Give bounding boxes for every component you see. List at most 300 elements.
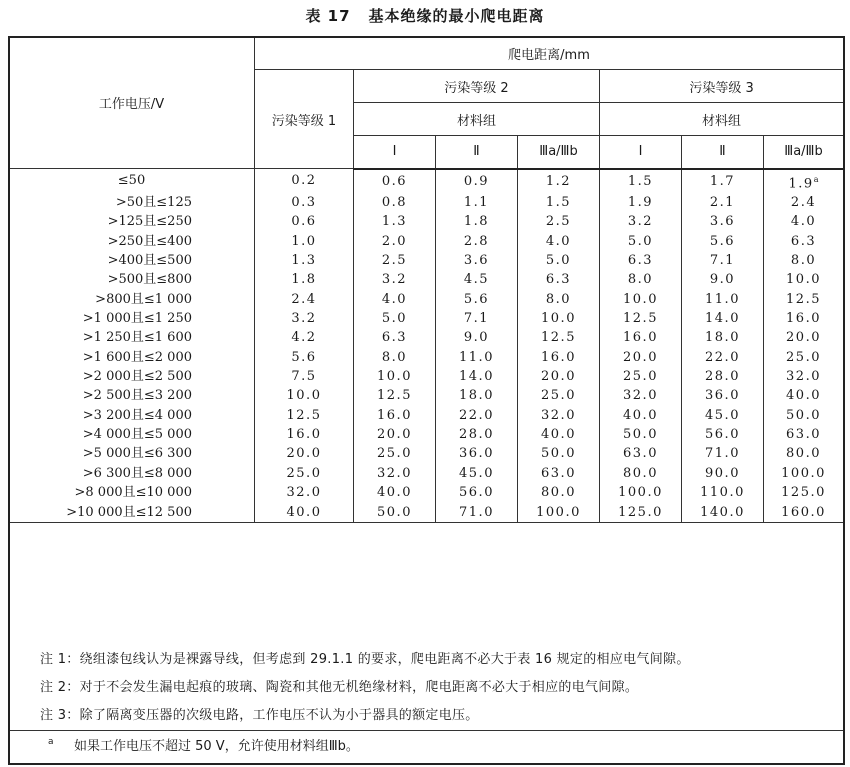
creepage-value: 10.0 (541, 311, 576, 327)
creepage-value-cell (255, 193, 354, 212)
creepage-value-cell (255, 309, 354, 328)
working-voltage-cell: >3 200且≤4 000 (9, 406, 255, 425)
creepage-value: 50.0 (541, 446, 576, 462)
table-row (9, 232, 844, 251)
creepage-value: 5.0 (381, 311, 408, 327)
creepage-value: 36.0 (459, 446, 494, 462)
creepage-table (8, 36, 844, 523)
creepage-value-cell (600, 444, 682, 463)
creepage-value-cell (354, 270, 436, 289)
creepage-value-cell (354, 290, 436, 309)
creepage-value: 5.0 (627, 233, 654, 249)
creepage-value: 1.5 (545, 195, 572, 210)
creepage-value: 63.0 (623, 446, 658, 462)
creepage-value-cell (255, 483, 354, 502)
creepage-value: 3.2 (627, 214, 654, 230)
creepage-value: 11.0 (459, 349, 494, 365)
creepage-value-cell (436, 464, 518, 483)
creepage-value: 10.0 (377, 369, 412, 385)
creepage-value-cell (764, 367, 844, 386)
creepage-value-cell (682, 386, 764, 405)
creepage-value-cell (764, 483, 844, 502)
creepage-value-cell (518, 367, 600, 386)
creepage-value: 4.5 (463, 272, 490, 288)
creepage-value: 25.0 (786, 349, 821, 365)
creepage-value: 71.0 (705, 446, 740, 462)
creepage-value: 22.0 (459, 407, 494, 423)
creepage-value: 7.5 (291, 369, 317, 385)
header-working-voltage: 工作电压/V (9, 37, 255, 169)
creepage-value-cell (518, 425, 600, 444)
creepage-value: 1.5 (627, 173, 654, 189)
table-caption: 基本绝缘的最小爬电距离 (368, 7, 545, 25)
creepage-value: 16.0 (286, 427, 322, 443)
creepage-value: 32.0 (286, 485, 322, 501)
creepage-value-cell (518, 290, 600, 309)
table-title (0, 4, 850, 28)
creepage-value: 10.0 (623, 291, 658, 307)
creepage-value: 12.5 (623, 311, 658, 327)
creepage-value: 32.0 (541, 407, 576, 423)
creepage-value: 63.0 (541, 465, 576, 481)
creepage-value-cell (764, 386, 844, 405)
creepage-value-cell (600, 348, 682, 367)
creepage-value-cell (764, 348, 844, 367)
table-row (9, 270, 844, 289)
creepage-value: 12.5 (541, 330, 576, 346)
creepage-value-cell (255, 270, 354, 289)
creepage-value-cell (518, 232, 600, 251)
creepage-value-cell (354, 212, 436, 231)
creepage-value: 16.0 (541, 349, 576, 365)
creepage-value: 0.9 (463, 173, 490, 189)
creepage-value: 28.0 (705, 369, 740, 385)
creepage-value: 14.0 (705, 311, 740, 327)
creepage-value: 2.5 (381, 253, 408, 269)
creepage-value-cell (354, 464, 436, 483)
creepage-value-cell (600, 251, 682, 270)
creepage-value: 0.6 (381, 173, 408, 189)
creepage-value-cell (764, 502, 844, 522)
creepage-value-cell (436, 169, 518, 193)
creepage-value-cell (518, 406, 600, 425)
creepage-value-cell (518, 386, 600, 405)
creepage-value: 56.0 (705, 427, 740, 443)
creepage-value-cell (255, 212, 354, 231)
header-pd2-group-III: Ⅲa/Ⅲb (518, 136, 600, 169)
header-pd2-group-II: Ⅱ (436, 136, 518, 169)
creepage-value-cell (518, 348, 600, 367)
table-body (9, 169, 844, 523)
working-voltage-cell: >1 600且≤2 000 (9, 348, 255, 367)
creepage-value-cell (682, 251, 764, 270)
creepage-value-cell (682, 270, 764, 289)
creepage-value: 3.2 (291, 311, 317, 327)
table-row (9, 502, 844, 522)
creepage-value-cell (682, 309, 764, 328)
creepage-value-cell (354, 406, 436, 425)
creepage-value: 20.0 (786, 330, 821, 346)
creepage-value: 20.0 (541, 369, 576, 385)
creepage-value-cell (354, 348, 436, 367)
creepage-value-cell (600, 309, 682, 328)
creepage-value-cell (682, 193, 764, 212)
table-row (9, 328, 844, 347)
creepage-value: 20.0 (286, 446, 322, 462)
creepage-value-cell (764, 251, 844, 270)
creepage-value-cell (764, 444, 844, 463)
creepage-value-cell (518, 444, 600, 463)
table-row (9, 425, 844, 444)
creepage-value: 80.0 (623, 465, 658, 481)
creepage-value-cell (354, 193, 436, 212)
table-row (9, 444, 844, 463)
creepage-value: 9.0 (709, 272, 736, 288)
creepage-value-cell (436, 270, 518, 289)
creepage-value-cell (600, 406, 682, 425)
creepage-value: 32.0 (623, 388, 658, 404)
creepage-value: 6.3 (790, 233, 817, 249)
header-pd3-group-III: Ⅲa/Ⅲb (764, 136, 844, 169)
creepage-value: 2.5 (545, 214, 572, 230)
creepage-value-cell (354, 444, 436, 463)
creepage-value: 2.1 (709, 195, 736, 210)
creepage-value: 4.2 (291, 330, 317, 346)
table-row (9, 169, 844, 193)
creepage-value: 50.0 (623, 427, 658, 443)
creepage-value: 16.0 (623, 330, 658, 346)
creepage-value: 5.6 (463, 291, 490, 307)
header-pd3-group-II: Ⅱ (682, 136, 764, 169)
header-pollution-degree-3: 污染等级 3 (600, 70, 844, 103)
creepage-value-cell (518, 212, 600, 231)
table-row (9, 309, 844, 328)
creepage-value: 0.8 (381, 195, 408, 210)
creepage-value: 125.0 (781, 485, 826, 501)
creepage-value: 45.0 (705, 407, 740, 423)
working-voltage-cell: >50且≤125 (9, 193, 255, 212)
creepage-value: 32.0 (377, 465, 412, 481)
creepage-value: 4.0 (545, 233, 572, 249)
creepage-value-cell (436, 251, 518, 270)
creepage-value: 1.2 (545, 173, 572, 189)
creepage-value: 63.0 (786, 427, 821, 443)
working-voltage-cell: >1 000且≤1 250 (9, 309, 255, 328)
creepage-value: 9.0 (463, 330, 490, 346)
creepage-value-cell (436, 386, 518, 405)
creepage-value: 25.0 (286, 465, 322, 481)
creepage-value: 0.2 (291, 173, 317, 189)
creepage-value-cell (255, 464, 354, 483)
creepage-value: 8.0 (790, 253, 817, 269)
creepage-value-cell (682, 444, 764, 463)
creepage-value-cell (682, 169, 764, 193)
creepage-value-cell (518, 193, 600, 212)
creepage-value: 22.0 (705, 349, 740, 365)
creepage-value: 1.0 (291, 233, 317, 249)
creepage-value-cell (518, 328, 600, 347)
creepage-value: 56.0 (459, 485, 494, 501)
creepage-value-cell (600, 483, 682, 502)
creepage-value: 1.9 (627, 195, 654, 210)
footnote-section (8, 731, 843, 761)
creepage-value-cell (354, 367, 436, 386)
creepage-value-cell (764, 270, 844, 289)
working-voltage-cell: >6 300且≤8 000 (9, 464, 255, 483)
table-row (9, 464, 844, 483)
header-pollution-degree-1: 污染等级 1 (255, 70, 354, 169)
creepage-value-cell (518, 502, 600, 522)
table-row (9, 483, 844, 502)
creepage-value-cell (255, 251, 354, 270)
creepage-value-cell (682, 212, 764, 231)
creepage-value-cell (600, 232, 682, 251)
creepage-value: 100.0 (781, 465, 826, 481)
creepage-value: 1.8 (463, 214, 490, 230)
table-row (9, 290, 844, 309)
creepage-value-cell (354, 483, 436, 502)
header-creepage-distance: 爬电距离/mm (255, 37, 844, 70)
creepage-value: 45.0 (459, 465, 494, 481)
creepage-value: 6.3 (627, 253, 654, 269)
table-row (9, 193, 844, 212)
creepage-value-cell (600, 193, 682, 212)
footnote-reference: a (813, 174, 819, 184)
table-number: 表 17 (305, 7, 351, 25)
creepage-value: 40.0 (377, 485, 412, 501)
creepage-value: 40.0 (286, 504, 322, 520)
creepage-value-cell (682, 502, 764, 522)
creepage-value: 3.2 (381, 272, 408, 288)
creepage-value: 7.1 (709, 253, 736, 269)
creepage-value: 40.0 (786, 388, 821, 404)
creepage-value: 11.0 (705, 291, 740, 307)
creepage-value-cell (354, 169, 436, 193)
creepage-value: 0.3 (291, 195, 317, 210)
creepage-value-cell (436, 212, 518, 231)
creepage-value: 10.0 (786, 272, 821, 288)
creepage-value: 125.0 (618, 504, 663, 520)
creepage-value: 20.0 (377, 427, 412, 443)
creepage-value-cell (764, 193, 844, 212)
creepage-value: 110.0 (700, 485, 745, 501)
table-row (9, 251, 844, 270)
creepage-value: 3.6 (463, 253, 490, 269)
creepage-value-cell (255, 328, 354, 347)
creepage-value-cell (255, 444, 354, 463)
creepage-value-cell (255, 348, 354, 367)
creepage-value: 25.0 (377, 446, 412, 462)
creepage-value: 1.3 (291, 253, 317, 269)
creepage-value: 100.0 (618, 485, 663, 501)
working-voltage-cell: >500且≤800 (9, 270, 255, 289)
header-pd2-group-I: Ⅰ (354, 136, 436, 169)
working-voltage-cell: ≤50 (9, 169, 255, 193)
creepage-value: 14.0 (459, 369, 494, 385)
creepage-value: 5.6 (709, 233, 736, 249)
creepage-value-cell (518, 464, 600, 483)
creepage-value: 50.0 (377, 504, 412, 520)
working-voltage-cell: >2 000且≤2 500 (9, 367, 255, 386)
creepage-value: 25.0 (623, 369, 658, 385)
creepage-value: 12.5 (786, 291, 821, 307)
creepage-value-cell (436, 232, 518, 251)
creepage-value: 2.4 (291, 291, 317, 307)
creepage-value-cell (518, 251, 600, 270)
creepage-value: 160.0 (781, 504, 826, 520)
header-material-group-pd2: 材料组 (354, 103, 600, 136)
creepage-value-cell (255, 169, 354, 193)
footnote-text: 如果工作电压不超过 50 V，允许使用材料组Ⅲb。 (74, 739, 359, 754)
creepage-value-cell (354, 251, 436, 270)
creepage-value: 5.0 (545, 253, 572, 269)
header-pd3-group-I: Ⅰ (600, 136, 682, 169)
working-voltage-cell: >5 000且≤6 300 (9, 444, 255, 463)
creepage-value-cell (600, 270, 682, 289)
creepage-value: 36.0 (705, 388, 740, 404)
creepage-value-cell (436, 444, 518, 463)
creepage-value-cell (682, 328, 764, 347)
table-row (9, 406, 844, 425)
creepage-value-cell (600, 502, 682, 522)
creepage-value: 10.0 (286, 388, 322, 404)
creepage-value-cell (518, 169, 600, 193)
creepage-value-cell (518, 309, 600, 328)
creepage-value-cell (682, 367, 764, 386)
creepage-value: 18.0 (459, 388, 494, 404)
creepage-value-cell (255, 290, 354, 309)
creepage-value: 0.6 (291, 214, 317, 230)
creepage-value: 90.0 (705, 465, 740, 481)
creepage-value-cell (436, 193, 518, 212)
creepage-value-cell (764, 309, 844, 328)
creepage-value: 8.0 (627, 272, 654, 288)
creepage-value-cell (600, 328, 682, 347)
creepage-value: 4.0 (790, 214, 817, 230)
creepage-value: 71.0 (459, 504, 494, 520)
creepage-value-cell (354, 328, 436, 347)
creepage-value: 2.4 (790, 195, 817, 210)
creepage-value: 20.0 (623, 349, 658, 365)
creepage-value-cell (600, 169, 682, 193)
creepage-value-cell (255, 406, 354, 425)
creepage-value: 8.0 (545, 291, 572, 307)
creepage-value: 140.0 (700, 504, 745, 520)
creepage-value-cell (354, 502, 436, 522)
creepage-value-cell (682, 464, 764, 483)
creepage-value-cell (436, 425, 518, 444)
creepage-value-cell (764, 425, 844, 444)
creepage-value-cell (682, 290, 764, 309)
creepage-value: 25.0 (541, 388, 576, 404)
creepage-value: 8.0 (381, 349, 408, 365)
creepage-value-cell (436, 328, 518, 347)
working-voltage-cell: >125且≤250 (9, 212, 255, 231)
note-3: 注 3：除了隔离变压器的次级电路，工作电压不认为小于器具的额定电压。 (40, 708, 479, 723)
creepage-value: 1.7 (709, 173, 736, 189)
creepage-value: 18.0 (705, 330, 740, 346)
working-voltage-cell: >400且≤500 (9, 251, 255, 270)
working-voltage-cell: >1 250且≤1 600 (9, 328, 255, 347)
creepage-value-cell (436, 290, 518, 309)
creepage-value-cell (354, 232, 436, 251)
creepage-value-cell (764, 169, 844, 193)
creepage-value-cell (682, 425, 764, 444)
creepage-value-cell (764, 212, 844, 231)
creepage-value: 6.3 (381, 330, 408, 346)
creepage-value: 32.0 (786, 369, 821, 385)
creepage-value-cell (600, 367, 682, 386)
creepage-value-cell (354, 309, 436, 328)
creepage-value: 12.5 (286, 407, 322, 423)
working-voltage-cell: >250且≤400 (9, 232, 255, 251)
creepage-value: 16.0 (377, 407, 412, 423)
header-pollution-degree-2: 污染等级 2 (354, 70, 600, 103)
footnote-mark: a (48, 737, 54, 747)
creepage-value-cell (764, 464, 844, 483)
creepage-value-cell (255, 425, 354, 444)
creepage-value-cell (436, 483, 518, 502)
creepage-value: 7.1 (463, 311, 490, 327)
creepage-value-cell (682, 406, 764, 425)
note-1: 注 1：绕组漆包线认为是裸露导线，但考虑到 29.1.1 的要求，爬电距离不必大于表 16 规定的相应电气间隙。 (40, 652, 690, 667)
creepage-value: 1.8 (291, 272, 317, 288)
creepage-value-cell (682, 232, 764, 251)
creepage-value: 1.1 (463, 195, 490, 210)
creepage-value: 50.0 (786, 407, 821, 423)
creepage-value-cell (518, 483, 600, 502)
creepage-value-cell (764, 290, 844, 309)
creepage-value-cell (600, 290, 682, 309)
creepage-value: 2.8 (463, 233, 490, 249)
creepage-value-cell (764, 406, 844, 425)
creepage-value-cell (436, 502, 518, 522)
creepage-value: 2.0 (381, 233, 408, 249)
working-voltage-cell: >800且≤1 000 (9, 290, 255, 309)
creepage-value: 40.0 (541, 427, 576, 443)
creepage-value-cell (255, 232, 354, 251)
table-row (9, 367, 844, 386)
creepage-value: 16.0 (786, 311, 821, 327)
creepage-value-cell (255, 367, 354, 386)
creepage-value-cell (600, 464, 682, 483)
note-2: 注 2：对于不会发生漏电起痕的玻璃、陶瓷和其他无机绝缘材料，爬电距离不必大于相应的电气间隙。 (40, 680, 639, 695)
creepage-value: 4.0 (381, 291, 408, 307)
table-row (9, 212, 844, 231)
creepage-value: 12.5 (377, 388, 412, 404)
creepage-value-cell (354, 425, 436, 444)
header-material-group-pd3: 材料组 (600, 103, 844, 136)
creepage-value: 5.6 (291, 349, 317, 365)
working-voltage-cell: >8 000且≤10 000 (9, 483, 255, 502)
working-voltage-cell: >10 000且≤12 500 (9, 502, 255, 522)
creepage-value-cell (255, 502, 354, 522)
creepage-value-cell (436, 309, 518, 328)
creepage-value-cell (354, 386, 436, 405)
creepage-value: 3.6 (709, 214, 736, 230)
creepage-value-cell (518, 270, 600, 289)
creepage-value: 1.9 (788, 175, 814, 191)
creepage-value-cell (600, 425, 682, 444)
creepage-value-cell (436, 367, 518, 386)
creepage-value-cell (682, 483, 764, 502)
creepage-value-cell (255, 386, 354, 405)
creepage-value: 28.0 (459, 427, 494, 443)
creepage-value-cell (682, 348, 764, 367)
creepage-value-cell (764, 328, 844, 347)
creepage-value-cell (436, 406, 518, 425)
creepage-value: 1.3 (381, 214, 408, 230)
